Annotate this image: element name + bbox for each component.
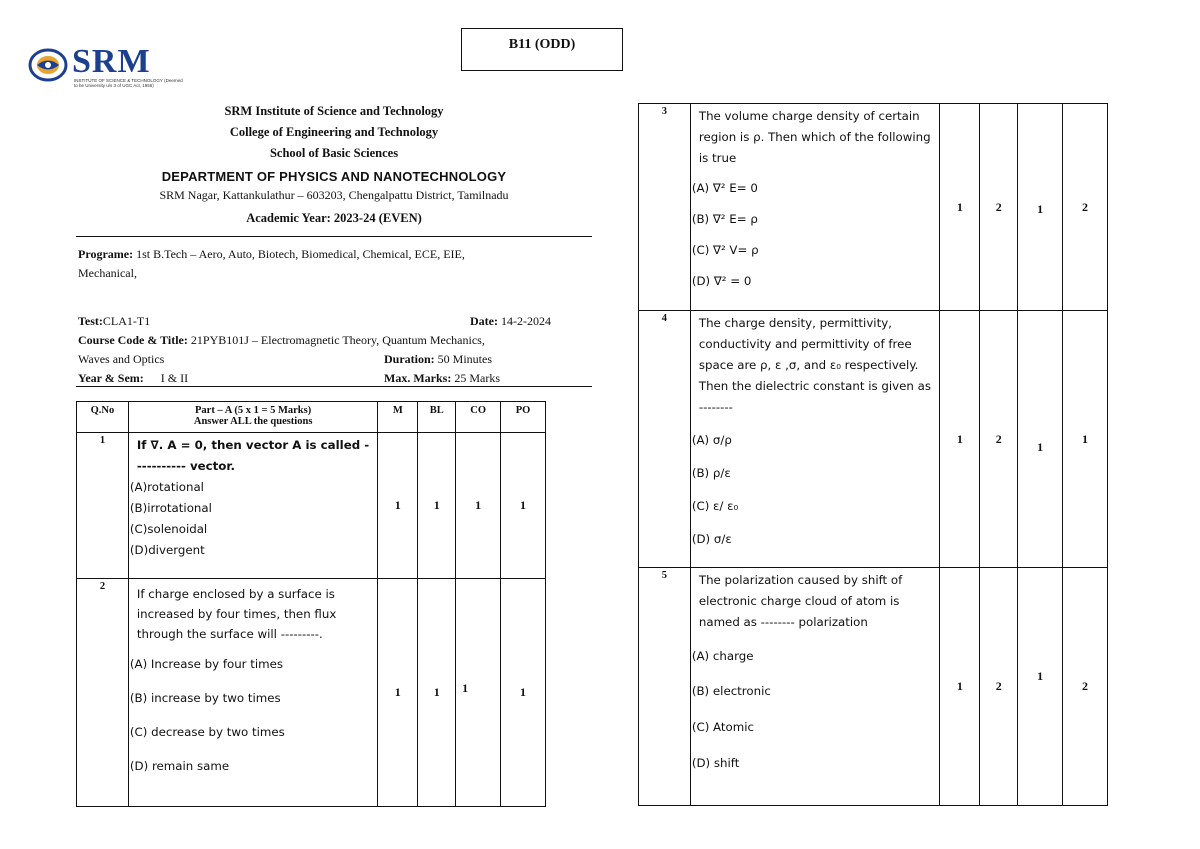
bl-cell: 2	[980, 104, 1018, 311]
question-text	[128, 433, 377, 579]
marks-cell: 1	[940, 311, 980, 568]
marks-cell: 1	[378, 579, 418, 807]
question-stem: The polarization caused by shift of electronic charge cloud of atom is named as -------- polarization	[698, 573, 903, 629]
option-c: (C) Atomic	[691, 720, 755, 734]
programme-label: Programe:	[78, 247, 134, 261]
co-cell: 1	[1018, 104, 1063, 311]
school-name: School of Basic Sciences	[269, 146, 399, 160]
marks-cell: 1	[940, 568, 980, 806]
option-b: (B)irrotational	[129, 501, 212, 515]
question-text	[690, 568, 940, 806]
header-qno: Q.No	[77, 402, 129, 433]
option-c: (C) decrease by two times	[129, 725, 285, 739]
test-label: Test:	[78, 314, 103, 328]
address: SRM Nagar, Kattankulathur – 603203, Chengalpattu District, Tamilnadu	[159, 188, 509, 202]
option-b: (B) ∇² E= ρ	[691, 212, 758, 226]
question-stem: The charge density, permittivity, conductivity and permittivity of free space are ρ, ε ,σ, and ε₀ respectively. Then the dielectric constant is given as --------	[698, 316, 931, 414]
option-a: (A) charge	[691, 649, 754, 663]
bl-cell: 2	[980, 568, 1018, 806]
academic-year: Academic Year: 2023-24 (EVEN)	[246, 211, 422, 225]
option-c: (C) ε/ ε₀	[691, 499, 739, 513]
option-b: (B) electronic	[691, 684, 771, 698]
co-cell: 1	[456, 579, 501, 807]
divider-top	[76, 236, 592, 237]
option-d: (D) shift	[691, 756, 740, 770]
po-cell: 1	[1063, 311, 1108, 568]
department-name: DEPARTMENT OF PHYSICS AND NANOTECHNOLOGY	[161, 169, 507, 184]
question-number: 4	[639, 311, 691, 568]
duration-info	[384, 350, 492, 369]
question-row-4	[639, 311, 1108, 568]
header-co: CO	[456, 402, 501, 433]
maxmarks-value: 25 Marks	[454, 371, 500, 385]
header-m: M	[378, 402, 418, 433]
option-d: (D) remain same	[129, 759, 230, 773]
option-d: (D) σ/ε	[691, 532, 732, 546]
header-po: PO	[501, 402, 546, 433]
question-row-1	[77, 433, 546, 579]
header-part-title: Part – A (5 x 1 = 5 Marks)	[195, 405, 312, 416]
yearsem-value: I & II	[160, 371, 189, 385]
maxmarks-label: Max. Marks:	[384, 371, 452, 385]
po-cell: 2	[1063, 104, 1108, 311]
date-label: Date:	[470, 314, 498, 328]
duration-value: 50 Minutes	[437, 352, 493, 366]
set-label: B11 (ODD)	[508, 37, 576, 52]
questions-table-right	[638, 103, 1108, 806]
question-number: 1	[77, 433, 129, 579]
course-info	[78, 331, 590, 369]
option-a: (A) Increase by four times	[129, 657, 284, 671]
option-d: (D) ∇² = 0	[691, 274, 752, 288]
question-text	[128, 579, 377, 807]
test-value: CLA1-T1	[102, 314, 151, 328]
question-row-3	[639, 104, 1108, 311]
question-stem: If charge enclosed by a surface is increased by four times, then flux through the surface will ---------.	[136, 587, 337, 641]
bl-cell: 1	[418, 433, 456, 579]
table-header-row	[77, 402, 546, 433]
test-info	[78, 312, 150, 331]
srm-emblem-icon	[28, 48, 68, 82]
question-row-5	[639, 568, 1108, 806]
option-c: (C) ∇² V= ρ	[691, 243, 759, 257]
co-cell: 1	[1018, 311, 1063, 568]
option-b: (B) increase by two times	[129, 691, 281, 705]
programme-value-2: Mechanical,	[78, 266, 137, 280]
question-text	[690, 311, 940, 568]
marks-cell: 1	[940, 104, 980, 311]
course-value-2: Waves and Optics	[78, 352, 165, 366]
header-part-sub: Answer ALL the questions	[193, 416, 313, 427]
questions-table-left	[76, 401, 546, 807]
duration-label: Duration:	[384, 352, 435, 366]
option-b: (B) ρ/ε	[691, 466, 731, 480]
yearsem-label: Year & Sem:	[78, 371, 144, 385]
logo-brand: SRM	[72, 43, 151, 80]
option-a: (A) σ/ρ	[691, 433, 732, 447]
programme	[78, 245, 590, 283]
header-bl: BL	[418, 402, 456, 433]
college-name: College of Engineering and Technology	[229, 125, 439, 139]
bl-cell: 1	[418, 579, 456, 807]
logo-tagline: INSTITUTE OF SCIENCE & TECHNOLOGY (Deemed to be University u/s 3 of UGC Act, 1956)	[74, 78, 183, 88]
question-text	[690, 104, 940, 311]
programme-value: 1st B.Tech – Aero, Auto, Biotech, Biomedical, Chemical, ECE, EIE,	[136, 247, 465, 261]
course-value: 21PYB101J – Electromagnetic Theory, Quantum Mechanics,	[190, 333, 485, 347]
option-a: (A) ∇² E= 0	[691, 181, 758, 195]
divider-bottom	[76, 386, 592, 387]
co-cell: 1	[456, 433, 501, 579]
po-cell: 1	[501, 579, 546, 807]
header-part	[128, 402, 377, 433]
institute-name: SRM Institute of Science and Technology	[224, 104, 444, 118]
srm-logo	[28, 43, 183, 92]
date-value: 14-2-2024	[500, 314, 551, 328]
course-label: Course Code & Title:	[78, 333, 188, 347]
option-c: (C)solenoidal	[129, 522, 208, 536]
question-number: 5	[639, 568, 691, 806]
question-stem: The volume charge density of certain region is ρ. Then which of the following is true	[698, 109, 931, 165]
option-d: (D)divergent	[129, 543, 205, 557]
question-row-2	[77, 579, 546, 807]
marks-cell: 1	[378, 433, 418, 579]
question-number: 3	[639, 104, 691, 311]
po-cell: 2	[1063, 568, 1108, 806]
option-a: (A)rotational	[129, 480, 204, 494]
bl-cell: 2	[980, 311, 1018, 568]
question-number: 2	[77, 579, 129, 807]
po-cell: 1	[501, 433, 546, 579]
question-stem: If ∇. A = 0, then vector A is called ----------- vector.	[136, 438, 370, 473]
co-cell: 1	[1018, 568, 1063, 806]
date-info	[470, 312, 551, 331]
set-label-box	[461, 28, 623, 71]
